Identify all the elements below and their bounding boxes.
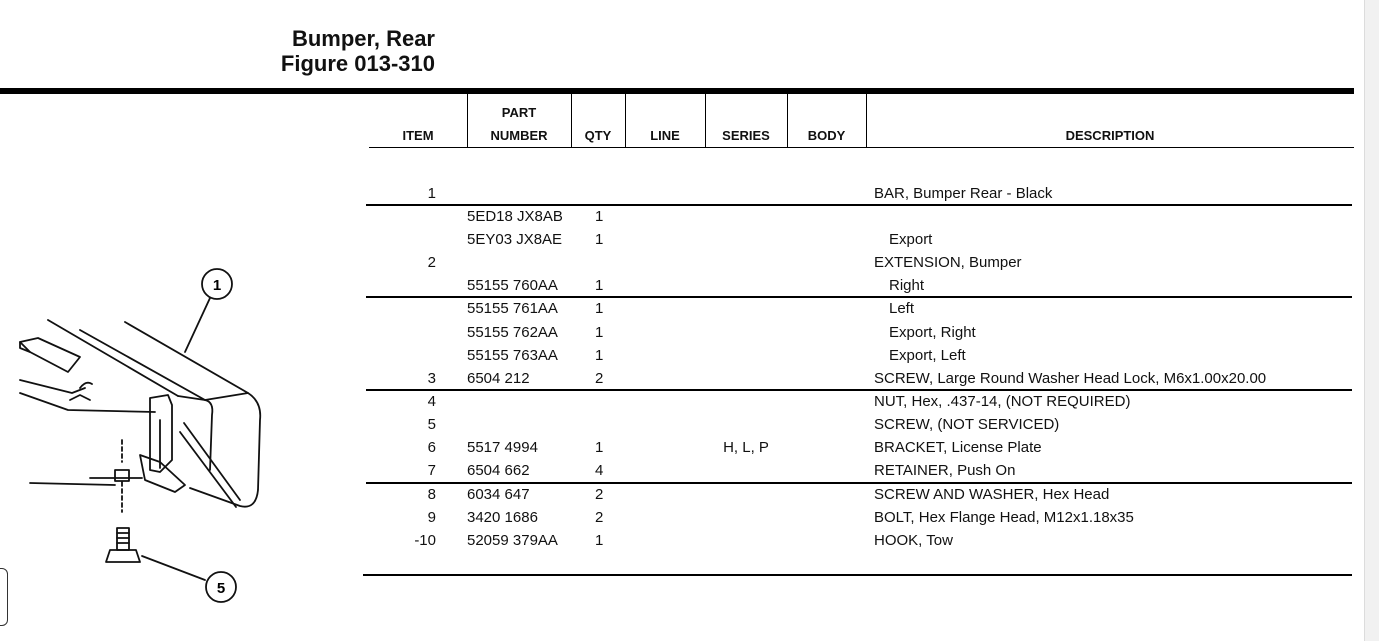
table-row (0, 529, 1354, 552)
column-header-series: SERIES (722, 128, 770, 143)
part-number: 5EY03 JX8AE (467, 231, 563, 248)
table-row (0, 344, 1354, 367)
table-row (0, 413, 1354, 436)
part-number: 6504 212 (467, 370, 530, 387)
column-header-line: LINE (650, 128, 680, 143)
table-row (0, 321, 1354, 344)
description: RETAINER, Push On (874, 462, 1016, 479)
description: SCREW AND WASHER, Hex Head (874, 486, 1110, 503)
item-number: 3 (427, 370, 436, 387)
table-row (0, 251, 1354, 274)
table-row (0, 483, 1354, 506)
description: HOOK, Tow (874, 532, 953, 549)
part-number: 52059 379AA (467, 532, 558, 549)
item-number: 2 (427, 254, 436, 271)
column-header-part: PART (501, 105, 537, 120)
table-row (0, 297, 1354, 320)
description: BOLT, Hex Flange Head, M12x1.18x35 (874, 509, 1134, 526)
table-row (0, 506, 1354, 529)
description: NUT, Hex, .437-14, (NOT REQUIRED) (874, 393, 1131, 410)
table-row (0, 228, 1354, 251)
table-row (0, 182, 1354, 205)
column-header-body: BODY (807, 128, 846, 143)
description: BAR, Bumper Rear - Black (874, 185, 1053, 202)
quantity: 1 (595, 277, 604, 294)
page-tab-edge (0, 568, 8, 626)
item-number: 7 (427, 462, 436, 479)
series: H, L, P (723, 439, 769, 456)
quantity: 1 (595, 439, 604, 456)
part-number: 55155 763AA (467, 347, 558, 364)
quantity: 4 (595, 462, 604, 479)
item-number: 8 (427, 486, 436, 503)
table-row (0, 205, 1354, 228)
description: BRACKET, License Plate (874, 439, 1042, 456)
column-header-qty: QTY (584, 128, 612, 143)
quantity: 1 (595, 208, 604, 225)
part-number: 5ED18 JX8AB (467, 208, 563, 225)
table-row (0, 367, 1354, 390)
table-row (0, 390, 1354, 413)
part-number: 55155 762AA (467, 324, 558, 341)
description: Left (889, 300, 915, 317)
description: Export (889, 231, 933, 248)
quantity: 1 (595, 231, 604, 248)
column-header-number: NUMBER (490, 128, 548, 143)
header-underline (369, 147, 1354, 148)
part-number: 5517 4994 (467, 439, 538, 456)
item-number: 9 (427, 509, 436, 526)
table-row (0, 459, 1354, 482)
quantity: 2 (595, 486, 604, 503)
description: Export, Right (889, 324, 976, 341)
quantity: 2 (595, 509, 604, 526)
item-number: 1 (427, 185, 436, 202)
column-header-description: DESCRIPTION (1065, 128, 1155, 143)
callout-label-1: 1 (212, 277, 222, 294)
part-number: 55155 761AA (467, 300, 558, 317)
table-row (0, 436, 1354, 459)
quantity: 1 (595, 300, 604, 317)
description: SCREW, Large Round Washer Head Lock, M6x1.00x20.00 (874, 370, 1267, 387)
quantity: 1 (595, 324, 604, 341)
figure-number: Figure 013-310 (280, 51, 435, 76)
callout-label-5: 5 (216, 580, 226, 597)
item-number: -10 (414, 532, 436, 549)
title-divider (0, 88, 1354, 94)
description: SCREW, (NOT SERVICED) (874, 416, 1060, 433)
table-bottom-rule (363, 574, 1352, 576)
column-header-item: ITEM (402, 128, 434, 143)
quantity: 1 (595, 347, 604, 364)
description: Export, Left (889, 347, 966, 364)
table-row (0, 274, 1354, 297)
quantity: 1 (595, 532, 604, 549)
part-number: 3420 1686 (467, 509, 538, 526)
description: Right (889, 277, 925, 294)
description: EXTENSION, Bumper (874, 254, 1022, 271)
page-title: Bumper, Rear (291, 26, 435, 51)
vertical-scrollbar[interactable] (1364, 0, 1379, 641)
item-number: 6 (427, 439, 436, 456)
item-number: 5 (427, 416, 436, 433)
quantity: 2 (595, 370, 604, 387)
item-number: 4 (427, 393, 436, 410)
part-number: 6034 647 (467, 486, 530, 503)
part-number: 6504 662 (467, 462, 530, 479)
part-number: 55155 760AA (467, 277, 558, 294)
